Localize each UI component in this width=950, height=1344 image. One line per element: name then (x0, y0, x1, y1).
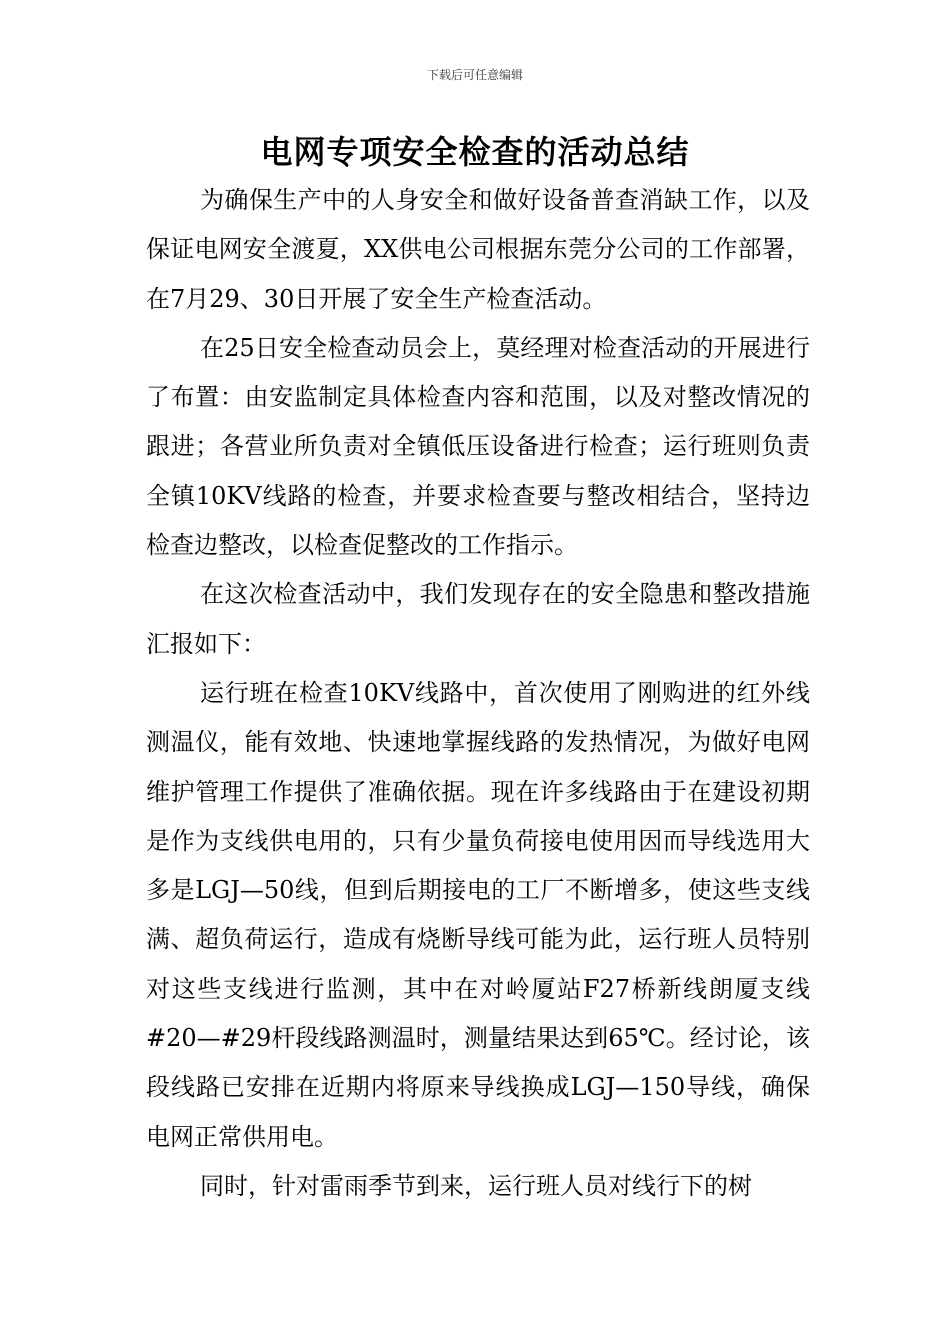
paragraph: 同时，针对雷雨季节到来，运行班人员对线行下的树 (200, 1171, 752, 1200)
paragraph: 在这次检查活动中，我们发现存在的安全隐患和整改措施汇报如下： (146, 580, 810, 658)
document-title: 电网专项安全检查的活动总结 (260, 133, 690, 171)
paragraph: 在25日安全检查动员会上，莫经理对检查活动的开展进行了布置：由安监制定具体检查内容和范围，以及对整改情况的跟进；各营业所负责对全镇低压设备进行检查；运行班则负责全镇10KV线路的检查，并要求检查要与整改相结合，坚持边检查边整改，以检查促整改的工作指示。 (146, 333, 810, 560)
paragraph: 为确保生产中的人身安全和做好设备普查消缺工作，以及保证电网安全渡夏，XX供电公司根据东莞分公司的工作部署，在7月29、30日开展了安全生产检查活动。 (146, 186, 810, 313)
page-header-note: 下载后可任意编辑 (426, 68, 523, 82)
document-body (146, 176, 810, 1211)
paragraph: 运行班在检查10KV线路中，首次使用了刚购进的红外线测温仪，能有效地、快速地掌握线路的发热情况，为做好电网维护管理工作提供了准确依据。现在许多线路由于在建设初期是作为支线供电用的，只有少量负荷接电使用因而导线选用大多是LGJ—50线，但到后期接电的工厂不断增多，使这些支线满、超负荷运行，造成有烧断导线可能为此，运行班人员特别对这些支线进行监测，其中在对岭厦站F27桥新线朗厦支线#20—#29杆段线路测温时，测量结果达到65℃。经讨论，该段线路已安排在近期内将原来导线换成LGJ—150导线，确保电网正常供用电。 (146, 678, 810, 1151)
